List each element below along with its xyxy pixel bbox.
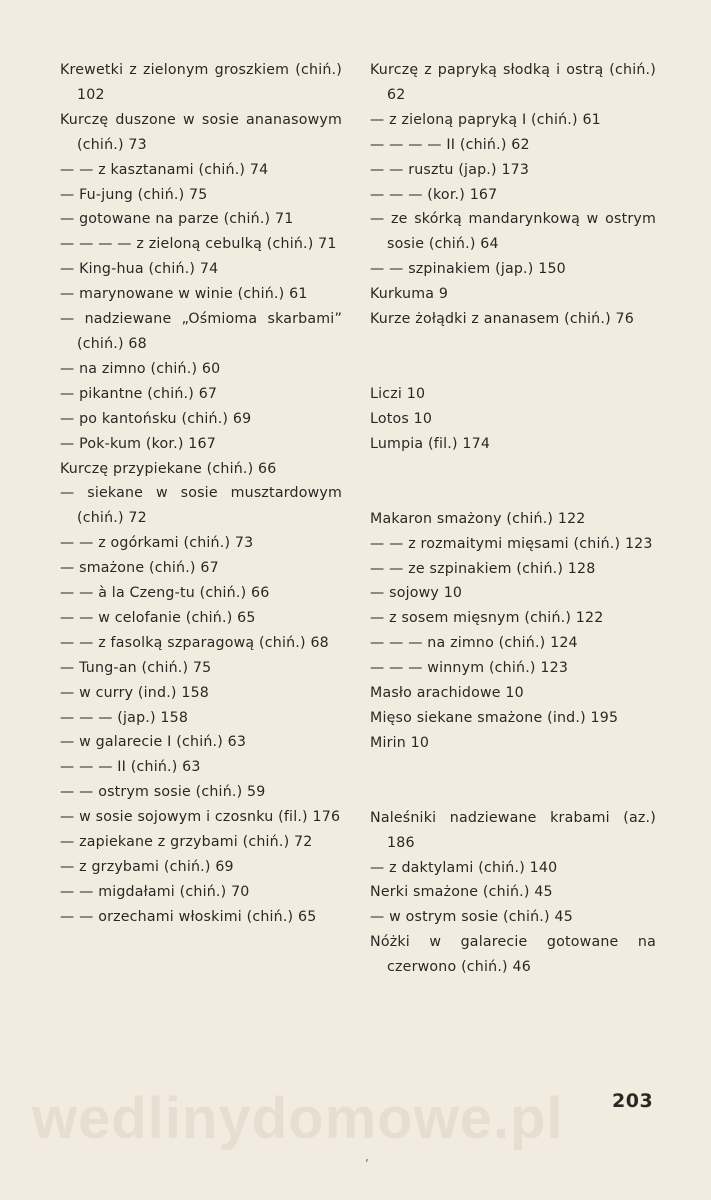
index-entry: Makaron smażony (chiń.) 122 xyxy=(370,510,586,527)
index-entry: — — z ogórkami (chiń.) 73 xyxy=(60,535,254,552)
index-entry: — Pok-kum (kor.) 167 xyxy=(60,435,216,452)
index-entry: — Tung-an (chiń.) 75 xyxy=(60,659,212,676)
index-entry: — — ostrym sosie (chiń.) 59 xyxy=(60,784,266,801)
index-entry: — pikantne (chiń.) 67 xyxy=(60,385,218,402)
index-group-m xyxy=(370,507,656,756)
index-entry: — w ostrym sosie (chiń.) 45 xyxy=(370,909,573,926)
index-entry: Kurze żołądki z ananasem (chiń.) 76 xyxy=(370,311,634,328)
index-entry: — — w celofanie (chiń.) 65 xyxy=(60,609,256,626)
index-entry: — smażone (chiń.) 67 xyxy=(60,560,219,577)
index-entry: — — rusztu (jap.) 173 xyxy=(370,161,530,178)
index-entry: — zapiekane z grzybami (chiń.) 72 xyxy=(60,834,313,851)
index-entry: — z grzybami (chiń.) 69 xyxy=(60,859,234,875)
page-number: 203 xyxy=(612,1090,654,1112)
index-entry: Mięso siekane smażone (ind.) 195 xyxy=(370,709,619,726)
index-entry: — — z fasolką szparagową (chiń.) 68 xyxy=(60,634,329,651)
index-entry: — siekane w sosie musztardowym (chiń.) 72 xyxy=(60,485,342,527)
index-entry: — z daktylami (chiń.) 140 xyxy=(370,859,558,876)
index-entry: — w sosie sojowym i czosnku (fil.) 176 xyxy=(60,809,341,826)
index-entry: Masło arachidowe 10 xyxy=(370,685,524,702)
index-entry: — na zimno (chiń.) 60 xyxy=(60,360,221,377)
index-entry: — — — — z zieloną cebulką (chiń.) 71 xyxy=(60,236,337,253)
index-entry: — nadziewane „Ośmioma skarbami” (chiń.) 68 xyxy=(60,311,342,352)
index-entry: Nóżki w galarecie gotowane na czerwono (chiń.) 46 xyxy=(370,934,656,976)
letter-group-divider xyxy=(370,457,656,507)
index-entry: — — — winnym (chiń.) 123 xyxy=(370,660,569,677)
index-entry: Liczi 10 xyxy=(370,385,426,402)
index-entry: — w galarecie I (chiń.) 63 xyxy=(60,734,247,751)
letter-group-divider xyxy=(370,756,656,806)
index-entry: — — — (kor.) 167 xyxy=(370,186,498,203)
index-entry: Krewetki z zielonym groszkiem (chiń.) 102 xyxy=(60,62,342,103)
index-entry: — King-hua (chiń.) 74 xyxy=(60,261,219,278)
index-entry: Mirin 10 xyxy=(370,734,430,751)
index-entry: — — szpinakiem (jap.) 150 xyxy=(370,261,566,278)
index-entry: — — ze szpinakiem (chiń.) 128 xyxy=(370,560,596,577)
index-group-l xyxy=(370,382,656,457)
index-entry: Lotos 10 xyxy=(370,410,433,427)
index-entry: — gotowane na parze (chiń.) 71 xyxy=(60,211,294,228)
index-entry: Kurczę przypiekane (chiń.) 66 xyxy=(60,460,277,477)
index-entry: — — z rozmaitymi mięsami (chiń.) 123 xyxy=(370,535,653,552)
index-entry: — — à la Czeng-tu (chiń.) 66 xyxy=(60,585,270,602)
index-entry: Kurkuma 9 xyxy=(370,286,449,303)
index-group-n xyxy=(370,806,656,980)
index-entry: — z sosem mięsnym (chiń.) 122 xyxy=(370,610,604,627)
index-entry: — — — (jap.) 158 xyxy=(60,709,189,726)
index-entry: — — orzechami włoskimi (chiń.) 65 xyxy=(60,908,317,925)
index-entry: Lumpia (fil.) 174 xyxy=(370,435,491,452)
index-entry: Kurczę z papryką słodką i ostrą (chiń.) 62 xyxy=(370,62,656,103)
index-entry: — Fu-jung (chiń.) 75 xyxy=(60,186,208,203)
index-entry: — — z kasztanami (chiń.) 74 xyxy=(60,161,269,178)
index-entry: — z zieloną papryką I (chiń.) 61 xyxy=(370,111,601,128)
watermark: wedlinydomowe.pl xyxy=(32,1086,564,1151)
index-entry: Nerki smażone (chiń.) 45 xyxy=(370,884,553,901)
letter-group-divider xyxy=(370,332,656,382)
index-entry: — — migdałami (chiń.) 70 xyxy=(60,883,250,900)
print-speck: ʼ xyxy=(365,1157,369,1171)
index-entry: — — — II (chiń.) 63 xyxy=(60,759,201,776)
index-entry: — w curry (ind.) 158 xyxy=(60,684,210,701)
index-entry: — — — na zimno (chiń.) 124 xyxy=(370,635,578,652)
index-column-left xyxy=(60,58,342,930)
index-entry: Kurczę duszone w sosie ananasowym (chiń.) 73 xyxy=(60,111,342,153)
index-entry: — marynowane w winie (chiń.) 61 xyxy=(60,286,308,303)
index-entry: — ze skórką mandarynkową w ostrym sosie (chiń.) 64 xyxy=(370,211,656,253)
index-entry: Naleśniki nadziewane krabami (az.) 186 xyxy=(370,809,656,851)
index-entry: — — — — II (chiń.) 62 xyxy=(370,136,530,153)
index-column-right xyxy=(370,58,656,980)
index-group-k xyxy=(370,58,656,332)
index-entry: — sojowy 10 xyxy=(370,585,463,602)
index-entry: — po kantońsku (chiń.) 69 xyxy=(60,410,252,427)
